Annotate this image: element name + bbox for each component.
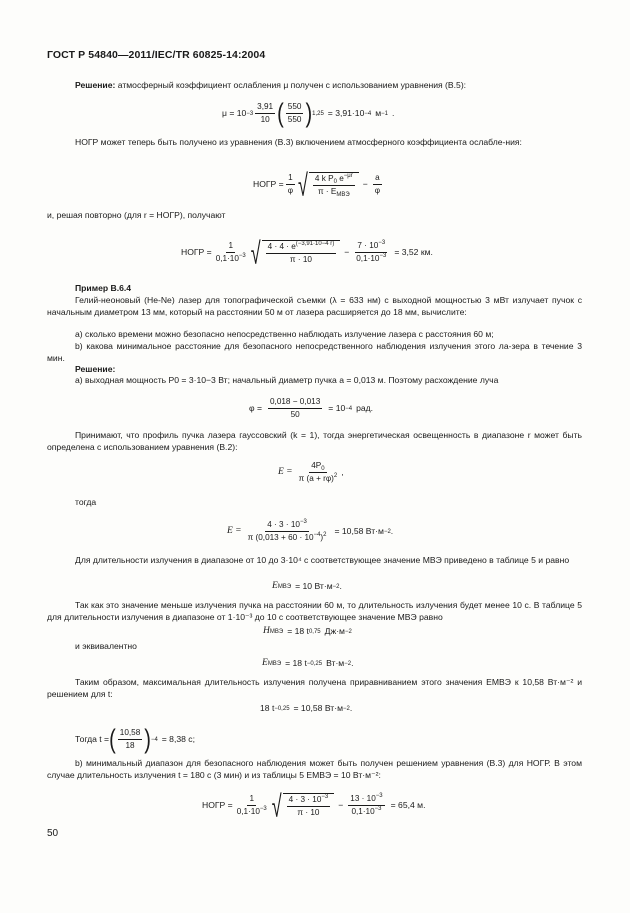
- paragraph-b: b) минимальный диапазон для безопасного наблюдения может быть получен решением уравнения (В.3) для НОГР. В этом случае длительность излучения t = 180 с (3 мин) и из таблицы 5 EМВЭ = 10 Вт·м⁻²:: [47, 758, 582, 780]
- equation-nogr-final: НОГР = $\frac{1}{0,1\cdot 10^{-3}}$ √ $\frac{4 \cdot 3 \cdot 10^{-3}}{\pi \cdot 10}$ − $\frac{13 \cdot 10^{-3}}{0,1\cdot 10^{-3}}$ = 65,4 м.: [202, 788, 426, 823]
- square-root: √ $\frac{4 k P_0 e^{-\mu r}}{\pi \cdot E_{МВЭ}}$: [298, 172, 359, 197]
- equation-divergence: φ = $\frac{0,018 - 0,013}{50}$ = 10 −4 рад.: [249, 397, 374, 419]
- fraction: $\frac{550}{550}$: [287, 102, 302, 124]
- question-b: b) какова минимальное расстояние для безопасного непосредственного наблюдения излучения этого ла-зера в течение 3 мин.: [47, 341, 582, 363]
- equation-t-result: Тогда t = ( $\frac{10,58}{18}$ ) −4 = 8,38 с;: [75, 724, 195, 755]
- paragraph-resolve: и, решая повторно (для r = НОГР), получают: [47, 210, 226, 220]
- paragraph-nogr: НОГР может теперь быть получено из уравнения (В.3) включением атмосферного коэффициента ослабле-ния:: [75, 137, 522, 147]
- question-a: а) сколько времени можно безопасно непосредственно наблюдать излучение лазера с расстояния 60 м;: [75, 329, 494, 339]
- fraction: $\frac{a}{\varphi}$: [374, 173, 381, 195]
- equation-nogr-result: НОГР = $\frac{1}{0,1\cdot 10^{-3}}$ √ $\frac{4 \cdot 4 \cdot e^{(-3,91\cdot 10-4 r)}}{\pi \cdot 10}$ − $\frac{7 \cdot 10^{-3}}{0,1\cdot 10^{-3}}$ = 3,52 км.: [181, 235, 433, 270]
- paragraph-less: Так как это значение меньше излучения пучка на расстоянии 60 м, то длительность излучения будет менее 10 с. В таблице 5 для длительности излучения в диапазоне от 1·10⁻³ до 10 с соответствующее значение МВЭ равно: [47, 600, 582, 622]
- document-header: ГОСТ Р 54840—2011/IEC/TR 60825-14:2004: [47, 49, 266, 61]
- fraction: $\frac{1}{\varphi}$: [287, 173, 293, 195]
- paragraph-equiv: и эквивалентно: [75, 641, 137, 651]
- paragraph-max: Таким образом, максимальная длительность излучения получена приравниванием этого значения EМВЭ к 10,58 Вт·м⁻² и решением для t:: [47, 677, 582, 699]
- answer-a: а) выходная мощность P0 = 3·10−3 Вт; начальный диаметр пучка a = 0,013 м. Поэтому расхождение луча: [75, 375, 499, 385]
- solution-paragraph: [47, 80, 582, 92]
- equation-mpe-e-t: E МВЭ = 18 t −0,25 Вт·м −2 .: [262, 658, 354, 668]
- square-root: √ $\frac{4 \cdot 4 \cdot e^{(-3,91\cdot 10-4 r)}}{\pi \cdot 10}$: [251, 240, 340, 265]
- word-togda: тогда: [75, 497, 97, 507]
- equation-nogr-general: НОГР = $\frac{1}{\varphi}$ √ $\frac{4 k P_0 e^{-\mu r}}{\pi \cdot E_{МВЭ}}$ − $\frac{a}{\varphi}$: [253, 167, 381, 202]
- equation-mpe-e: E МВЭ = 10 Вт·м −2 .: [272, 581, 342, 591]
- solution-label: Решение:: [75, 80, 116, 90]
- page-number: 50: [47, 828, 59, 839]
- paragraph-gauss: Принимают, что профиль пучка лазера гауссовский (k = 1), тогда энергетическая освещенность в диапазоне r может быть определена с использованием уравнения (В.2):: [47, 430, 582, 452]
- solution-text: атмосферный коэффициент ослабления μ получен с использованием уравнения (В.5):: [117, 80, 467, 90]
- equation-irradiance-value: E = $\frac{4 \cdot 3 \cdot 10^{-3}}{\pi (0,013 + 60 \cdot 10^{-4})^2}$ = 10,58 Вт·м −2 .: [227, 519, 394, 542]
- solution-label-2: Решение:: [75, 364, 116, 374]
- equation-irradiance: E = $\frac{4P_0}{\pi (a + r\varphi)^2}$ ,: [278, 461, 344, 483]
- example-paragraph: Гелий-неоновый (He-Ne) лазер для топографической съемки (λ = 633 нм) с выходной мощностью 3 мВт излучает пучок с начальным диаметром 13 мм, который на расстоянии 50 м от лазера расширяется до 18 мм, вычислите:: [47, 295, 582, 317]
- equation-solve-t: 18 t −0,25 = 10,58 Вт·м −2 .: [260, 703, 353, 713]
- paragraph-duration: Для длительности излучения в диапазоне от 10 до 3·10⁴ с соответствующее значение МВЭ приведено в таблице 5 и равно: [75, 555, 570, 565]
- example-title: Пример В.6.4: [75, 283, 132, 293]
- square-root: √ $\frac{4 \cdot 3 \cdot 10^{-3}}{\pi \cdot 10}$: [272, 793, 335, 818]
- equation-mu: μ = 10 −3 $\frac{3,91}{10}$ ( $\frac{550}{550}$ ) 1,25 = 3,91·10 −4 м −1 .: [222, 98, 395, 129]
- fraction: $\frac{3,91}{10}$: [257, 102, 274, 124]
- equation-mpe-h: H МВЭ = 18 t 0,75 Дж·м −2: [263, 626, 352, 636]
